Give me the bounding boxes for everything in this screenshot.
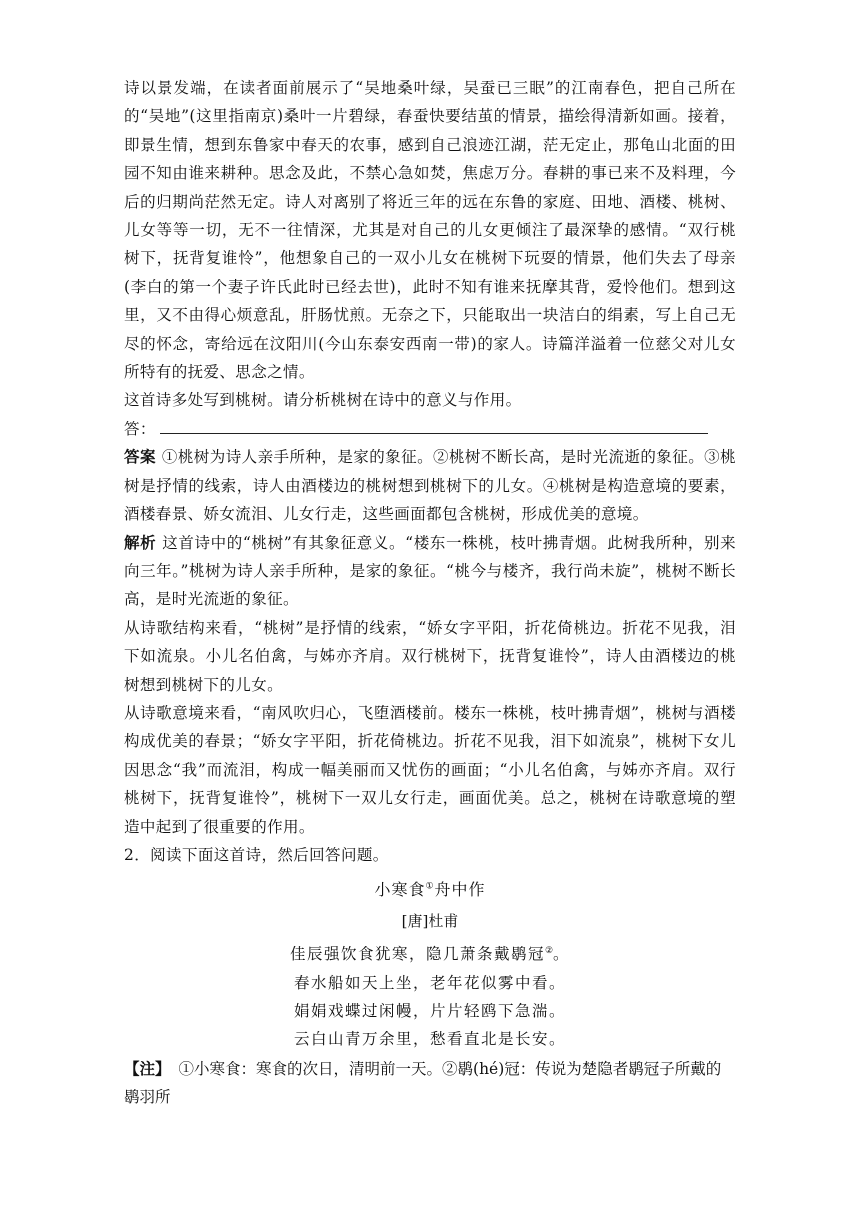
poem-note	[124, 1055, 736, 1111]
answer-prompt: 答：	[124, 419, 156, 438]
poem-line-1-end: 。	[553, 945, 571, 964]
poem-title	[124, 877, 736, 900]
poem-author: [唐]杜甫	[401, 912, 459, 931]
answer-blank-line	[160, 415, 708, 434]
analysis-paragraph: 诗以景发端，在读者面前展示了“吴地桑叶绿，吴蚕已三眠”的江南春色，把自己所在的“吴地”(这里指南京)桑叶一片碧绿，春蚕快要结茧的情景，描绘得清新如画。接着，即景生情，想到东鲁家中春天的农事，感到自己浪迹江湖，茫无定止，那龟山北面的田园不知由谁来耕种。思念及此，不禁心急如焚，焦虑万分。春耕的事已来不及料理，今后的归期尚茫然无定。诗人对离别了将近三年的远在东鲁的家庭、田地、酒楼、桃树、儿女等等一切，无不一往情深，尤其是对自己的儿女更倾注了最深挚的感情。“双行桃树下，抚背复谁怜”，他想象自己的一双小儿女在桃树下玩耍的情景，他们失去了母亲(李白的第一个妻子许氏此时已经去世)，此时不知有谁来抚摩其背，爱怜他们。想到这里，又不由得心烦意乱，肝肠忧煎。无奈之下，只能取出一块洁白的绢素，写上自己无尽的怀念，寄给远在汶阳川(今山东泰安西南一带)的家人。诗篇洋溢着一位慈父对儿女所特有的抚爱、思念之情。	[124, 79, 736, 382]
poem-title-part-a: 小寒食	[374, 880, 426, 900]
explanation-p1	[124, 529, 736, 614]
explanation-p2: 从诗歌结构来看，“桃树”是抒情的线索，“娇女字平阳，折花倚桃边。折花不见我，泪下如流泉。小儿名伯禽，与姊亦齐肩。双行桃树下，抚背复谁怜”，诗人由酒楼边的桃树想到桃树下的儿女。	[124, 618, 736, 694]
poem-title-part-b: 舟中作	[434, 880, 486, 900]
question2-prompt: 2．阅读下面这首诗，然后回答问题。	[124, 845, 389, 864]
poem-line-2: 春水船如天上坐，老年花似雾中看。	[293, 973, 566, 992]
answer-text: ①桃树为诗人亲手所种，是家的象征。②桃树不断长高，是时光流逝的象征。③桃树是抒情的线索，诗人由酒楼边的桃树想到桃树下的儿女。④桃树是构造意境的要素，酒楼春景、娇女流泪、儿女行走，这些画面都包含桃树，形成优美的意境。	[124, 448, 736, 524]
explanation-text-1: 这首诗中的“桃树”有其象征意义。“楼东一株桃，枝叶拂青烟。此树我所种，别来向三年。”桃树为诗人亲手所种，是家的象征。“桃今与楼齐，我行尚未旋”，桃树不断长高，是时光流逝的象征。	[124, 533, 736, 609]
explanation-p3: 从诗歌意境来看，“南风吹归心，飞堕酒楼前。楼东一株桃，枝叶拂青烟”，桃树与酒楼构成优美的春景；“娇女字平阳，折花倚桃边。折花不见我，泪下如流泉”，桃树下女儿因思念“我”而流泪，构成一幅美丽而又忧伤的画面；“小儿名伯禽，与姊亦齐肩。双行桃树下，抚背复谁怜”，桃树下一双儿女行走，画面优美。总之，桃树在诗歌意境的塑造中起到了很重要的作用。	[124, 703, 736, 836]
note-text: ①小寒食：寒食的次日，清明前一天。②鹖(hé)冠：传说为楚隐者鹖冠子所戴的鹖羽所	[124, 1059, 722, 1106]
poem-line-1-text: 佳辰强饮食犹寒，隐几萧条戴鹖冠	[289, 945, 545, 964]
poem-title-footnote-mark: ①	[425, 882, 435, 893]
answer-prompt-row	[124, 415, 736, 443]
document-page	[124, 74, 736, 1111]
note-label: 【注】	[124, 1059, 171, 1078]
explanation-label: 解析	[124, 533, 157, 552]
poem-line-1	[124, 937, 736, 968]
answer-label: 答案	[124, 448, 156, 467]
poem-line-1-mark: ②	[544, 946, 554, 957]
answer-block	[124, 443, 736, 528]
poem-line-4: 云白山青万余里，愁看直北是长安。	[293, 1029, 566, 1048]
poem-line-3: 娟娟戏蝶过闲幔，片片轻鸥下急湍。	[293, 1001, 566, 1020]
question-text: 这首诗多处写到桃树。请分析桃树在诗中的意义与作用。	[124, 391, 522, 410]
